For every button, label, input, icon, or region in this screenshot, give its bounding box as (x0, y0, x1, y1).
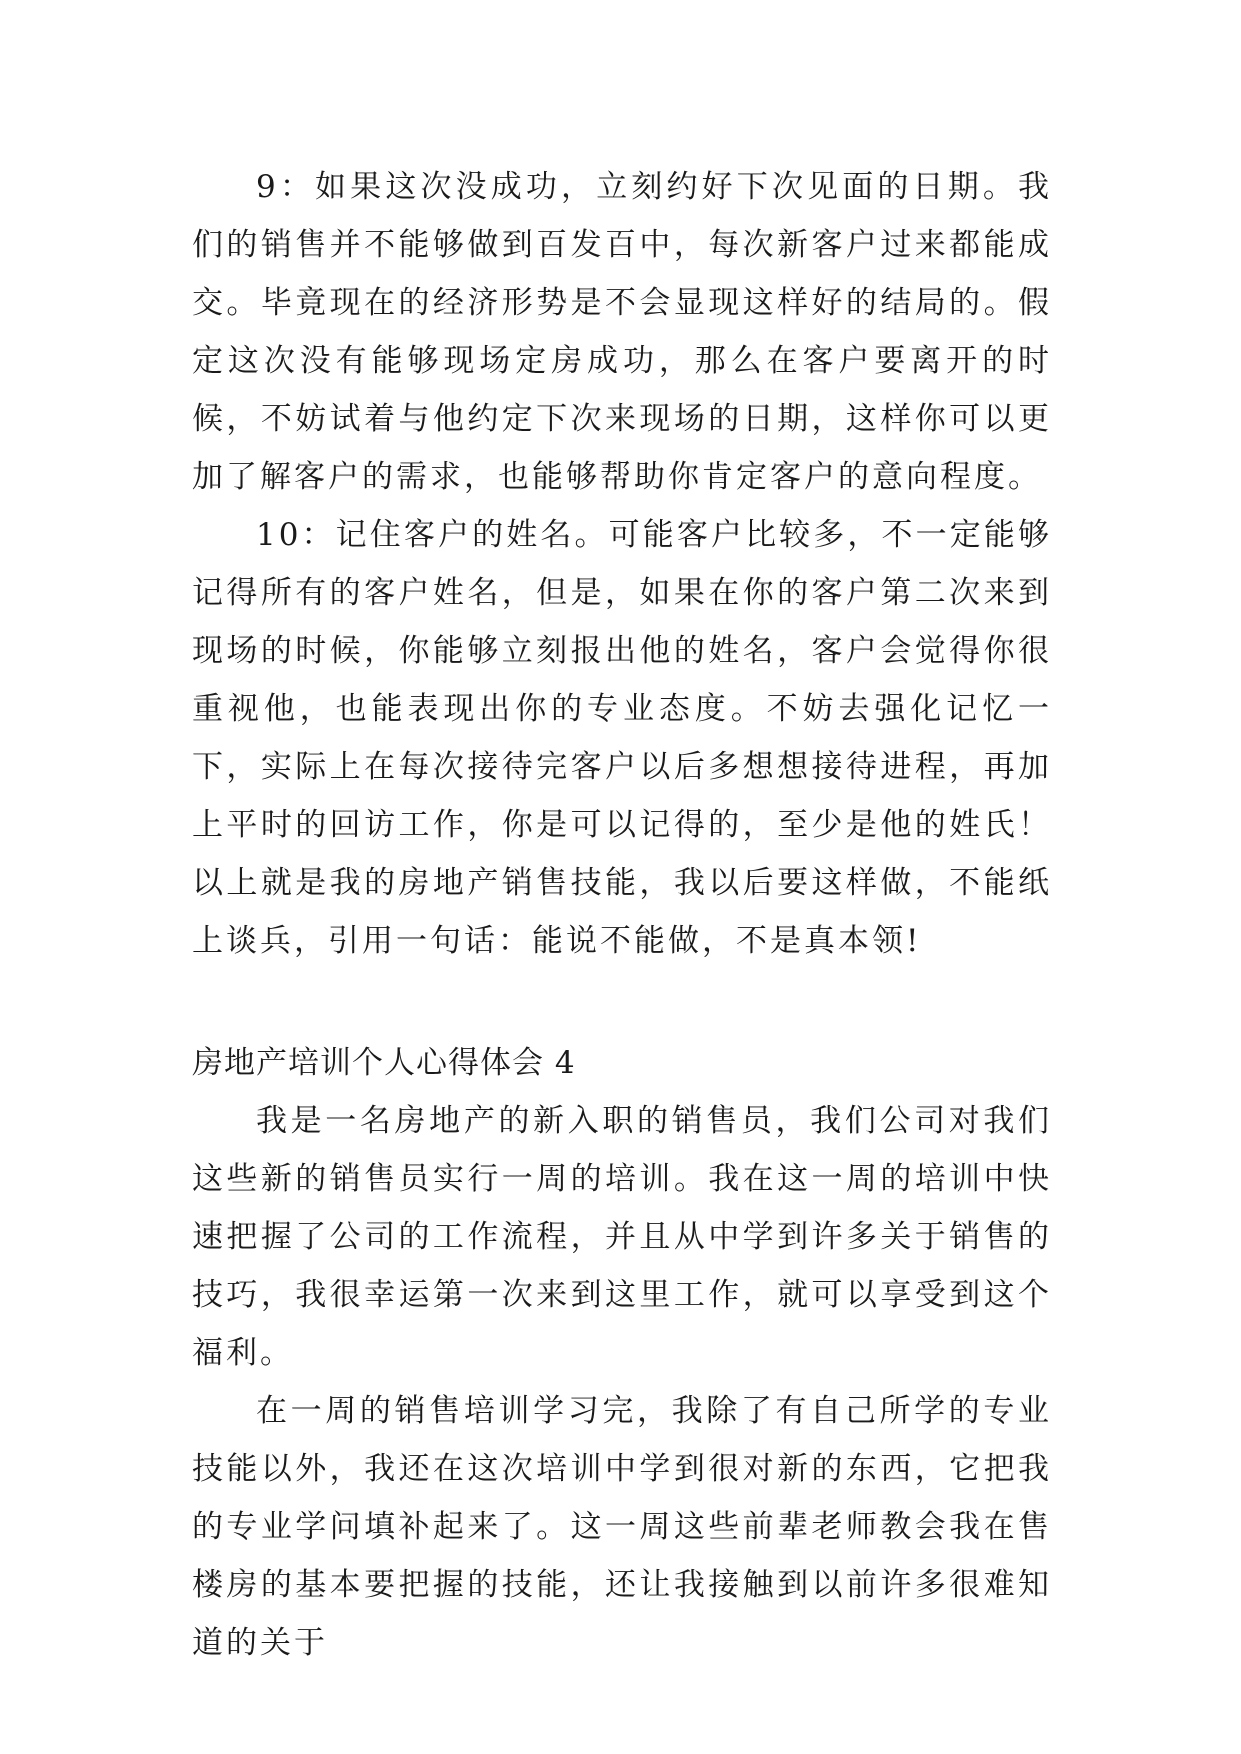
paragraph-training: 在一周的销售培训学习完，我除了有自己所学的专业技能以外，我还在这次培训中学到很对新的东西，它把我的专业学问填补起来了。这一周这些前辈老师教会我在售楼房的基本要把握的技能，还让我接触到以前许多很难知道的关于 (192, 1393, 1052, 1661)
paragraph-tip-9: 9：如果这次没成功，立刻约好下次见面的日期。我们的销售并不能够做到百发百中，每次新客户过来都能成交。毕竟现在的经济形势是不会显现这样好的结局的。假定这次没有能够现场定房成功，那么在客户要离开的时候，不妨试着与他约定下次来现场的日期，这样你可以更加了解客户的需求，也能够帮助你肯定客户的意向程度。 (192, 169, 1052, 495)
section-4 (192, 1034, 1052, 1672)
paragraph-tip-10: 10：记住客户的姓名。可能客户比较多，不一定能够记得所有的客户姓名，但是，如果在你的客户第二次来到现场的时候，你能够立刻报出他的姓名，客户会觉得你很重视他，也能表现出你的专业态度。不妨去强化记忆一下，实际上在每次接待完客户以后多想想接待进程，再加上平时的回访工作，你是可以记得的，至少是他的姓氏！以上就是我的房地产销售技能，我以后要这样做，不能纸上谈兵，引用一句话：能说不能做，不是真本领! (192, 517, 1052, 959)
paragraph-intro: 我是一名房地产的新入职的销售员，我们公司对我们这些新的销售员实行一周的培训。我在这一周的培训中快速把握了公司的工作流程，并且从中学到许多关于销售的技巧，我很幸运第一次来到这里工作，就可以享受到这个福利。 (192, 1103, 1052, 1371)
top-text-section (192, 158, 1052, 970)
section-heading: 房地产培训个人心得体会 4 (192, 1045, 576, 1081)
